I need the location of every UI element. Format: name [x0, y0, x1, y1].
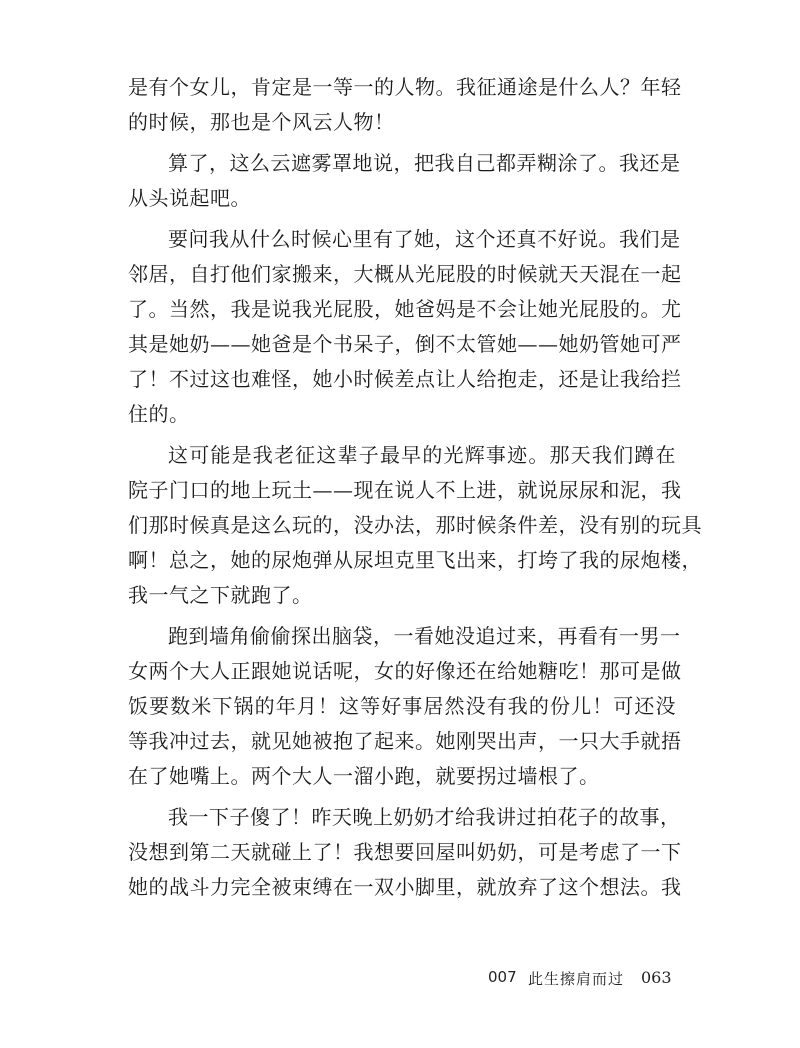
- text-line: 邻居，自打他们家搬来，大概从光屁股的时候就天天混在一起: [128, 262, 682, 286]
- paragraph: [128, 800, 682, 905]
- text-line: 了！不过这也难怪，她小时候差点让人给抱走，还是让我给拦: [128, 367, 682, 391]
- paragraph: [128, 70, 682, 140]
- text-line: 跑到墙角偷偷探出脑袋，一看她没追过来，再看有一男一: [168, 624, 681, 648]
- text-line: 我一气之下就跑了。: [128, 583, 313, 607]
- text-line: 啊！总之，她的尿炮弹从尿坦克里飞出来，打垮了我的尿炮楼，: [128, 548, 702, 572]
- text-line: 饭要数米下锅的年月！这等好事居然没有我的份儿！可还没: [128, 694, 676, 718]
- chapter-number: 007: [488, 968, 517, 986]
- paragraph: [128, 619, 682, 794]
- chapter-title: 此生擦肩而过: [528, 970, 625, 988]
- page-footer: [478, 968, 678, 992]
- text-line: 住的。: [128, 402, 190, 426]
- paragraph: [128, 438, 702, 613]
- text-line: 这可能是我老征这辈子最早的光辉事迹。那天我们蹲在: [168, 443, 676, 467]
- text-line: 其是她奶——她爸是个书呆子，倒不太管她——她奶管她可严: [128, 332, 682, 356]
- text-line: 女两个大人正跟她说话呢，女的好像还在给她糖吃！那可是做: [128, 659, 682, 683]
- text-line: 我一下子傻了！昨天晚上奶奶才给我讲过拍花子的故事，: [168, 805, 681, 829]
- text-line: 要问我从什么时候心里有了她，这个还真不好说。我们是: [168, 227, 681, 251]
- text-line: 了。当然，我是说我光屁股，她爸妈是不会让她光屁股的。尤: [128, 297, 682, 321]
- text-line: 院子门口的地上玩土——现在说人不上进，就说尿尿和泥，我: [128, 478, 682, 502]
- text-line: 没想到第二天就碰上了！我想要回屋叫奶奶，可是考虑了一下: [128, 840, 682, 864]
- text-line: 在了她嘴上。两个大人一溜小跑，就要拐过墙根了。: [128, 764, 600, 788]
- text-line: 的时候，那也是个风云人物！: [128, 110, 395, 134]
- text-line: 算了，这么云遮雾罩地说，把我自己都弄糊涂了。我还是: [168, 151, 681, 175]
- text-line: 从头说起吧。: [128, 186, 251, 210]
- paragraph: [128, 146, 681, 216]
- text-line: 们那时候真是这么玩的，没办法，那时候条件差，没有别的玩具: [128, 513, 702, 537]
- paragraph: [128, 222, 682, 432]
- text-line: 是有个女儿，肯定是一等一的人物。我征通途是什么人？年轻: [128, 75, 682, 99]
- page-number: 063: [641, 968, 672, 987]
- body-text: [128, 70, 702, 911]
- text-line: 她的战斗力完全被束缚在一双小脚里，就放弃了这个想法。我: [128, 875, 682, 899]
- text-line: 等我冲过去，就见她被抱了起来。她刚哭出声，一只大手就捂: [128, 729, 682, 753]
